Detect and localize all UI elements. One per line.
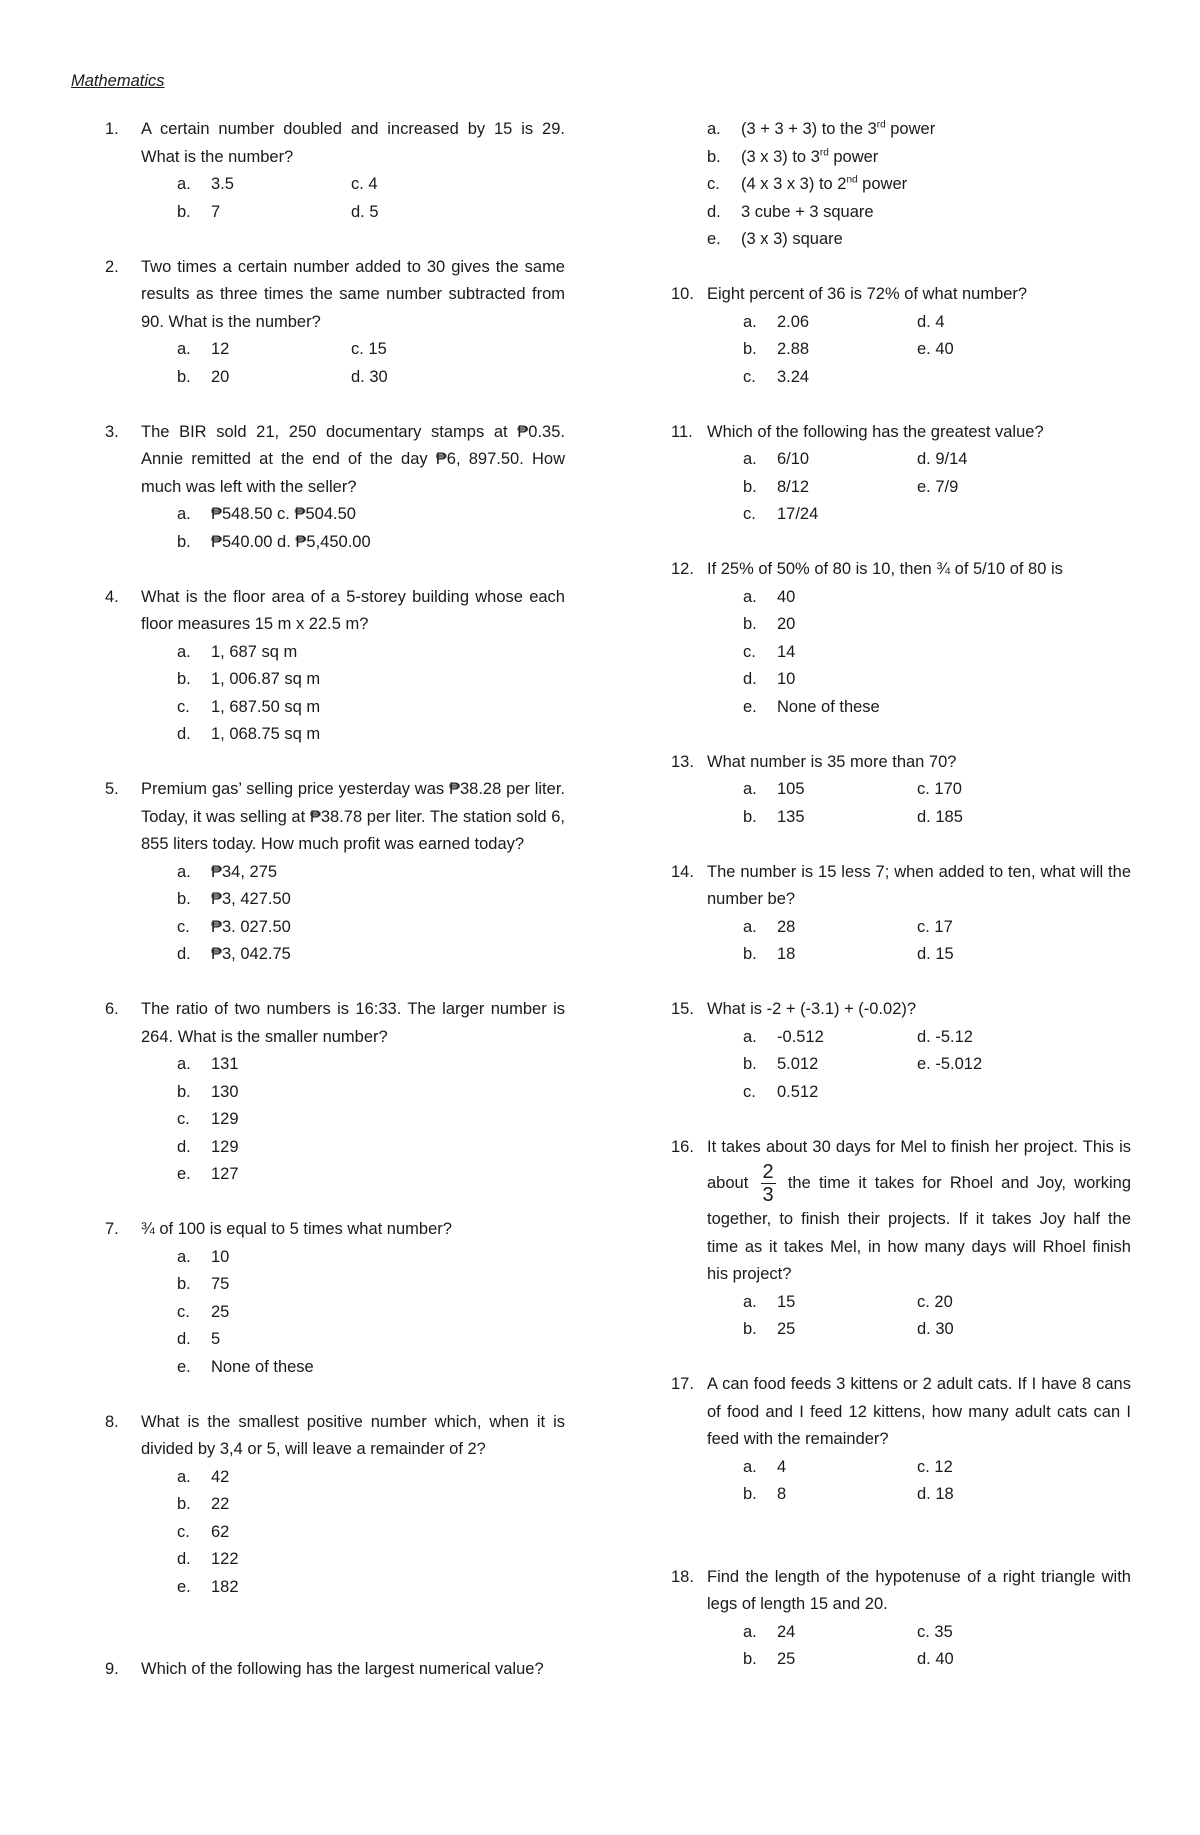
- option-letter: a.: [177, 505, 191, 523]
- option-letter: b.: [177, 1495, 191, 1513]
- answer-option: [177, 1271, 565, 1299]
- option-text: 40: [777, 587, 796, 606]
- option-text: 8: [777, 1485, 787, 1503]
- answer-option: [177, 1134, 565, 1162]
- question-number: 18.: [671, 1567, 694, 1586]
- option-letter: b.: [743, 615, 757, 633]
- option-letter: e.: [177, 1357, 191, 1376]
- answer-option: [743, 364, 1131, 392]
- option-text-second: d. 40: [917, 1650, 954, 1668]
- option-letter: c.: [707, 175, 720, 193]
- answer-options: [743, 1619, 1131, 1674]
- option-letter: d.: [707, 202, 721, 221]
- answer-option: [743, 1481, 1131, 1509]
- answer-option: [177, 1354, 565, 1382]
- question-text: A certain number doubled and increased by 15 is 29. What is the number?: [141, 120, 565, 166]
- answer-option: [743, 804, 1131, 832]
- question-text: The BIR sold 21, 250 documentary stamps at ₱0.35. Annie remitted at the end of the day ₱6, 897.50. How much was left with the seller?: [141, 422, 565, 496]
- answer-option: [743, 501, 1131, 529]
- question-text: Eight percent of 36 is 72% of what number?: [707, 285, 1028, 303]
- answer-option: [743, 309, 1131, 337]
- option-text: 25: [777, 1320, 796, 1338]
- option-text: ₱3, 042.75: [211, 945, 291, 963]
- answer-option: [177, 694, 565, 722]
- option-text: 12: [211, 340, 230, 358]
- option-text: 127: [211, 1165, 239, 1183]
- question-number: 8.: [105, 1412, 119, 1431]
- option-text-second: c. 12: [917, 1457, 953, 1476]
- option-text-second: d. 18: [917, 1485, 954, 1503]
- answer-option: [177, 1326, 565, 1354]
- answer-options: [743, 776, 1131, 831]
- option-text: 25: [777, 1650, 796, 1668]
- question-number: 4.: [105, 587, 119, 606]
- question-number: 16.: [671, 1137, 694, 1156]
- answer-option: [177, 941, 565, 969]
- question-item: [671, 859, 1131, 969]
- option-text: 20: [777, 615, 796, 633]
- option-text: 28: [777, 917, 796, 936]
- option-letter: d.: [177, 945, 191, 963]
- superscript: rd: [876, 119, 886, 131]
- option-text: ₱3, 427.50: [211, 890, 291, 908]
- answer-option: [743, 1289, 1131, 1317]
- answer-option: [177, 1079, 565, 1107]
- answer-options: [177, 1051, 565, 1189]
- option-text: 129: [211, 1110, 239, 1128]
- option-letter: b.: [743, 1485, 757, 1503]
- option-text-second: d. 9/14: [917, 450, 968, 468]
- question-number: 2.: [105, 257, 119, 276]
- answer-option: [743, 694, 1131, 722]
- option-text: 6/10: [777, 450, 810, 468]
- question-text: It takes about 30 days for Mel to finish her project. This is about $\frac{2}{3}$ the time it takes for Rhoel and Joy, working together, to finish their projects. If it takes Joy half the time as it takes Mel, in how many days will Rhoel finish his project?: [707, 1137, 1132, 1283]
- option-text-second: d. 4: [917, 312, 945, 331]
- option-text-second: c. 20: [917, 1292, 953, 1311]
- question-item: [671, 556, 1131, 721]
- option-text: 1, 687 sq m: [211, 642, 298, 661]
- option-text: None of these: [777, 697, 880, 716]
- answer-option: [743, 1646, 1131, 1674]
- answer-option: [707, 199, 1131, 227]
- option-text-second: c. 17: [917, 917, 953, 936]
- option-letter: a.: [177, 862, 191, 881]
- answer-options: [177, 336, 565, 391]
- right-column: [671, 116, 1132, 1701]
- option-text-second: d. -5.12: [917, 1027, 973, 1046]
- answer-options: [177, 859, 565, 969]
- question-item: [671, 281, 1131, 391]
- question-item: [671, 1134, 1131, 1344]
- option-text-second: d. 30: [917, 1320, 954, 1338]
- option-letter: b.: [743, 807, 757, 826]
- question-number: 13.: [671, 752, 694, 771]
- question-item: [671, 749, 1131, 832]
- option-text: 20: [211, 367, 230, 386]
- option-text-second: c. 170: [917, 780, 962, 798]
- answer-option: [743, 776, 1131, 804]
- question-item: [105, 254, 565, 392]
- option-text: 15: [777, 1292, 796, 1311]
- option-text: 3 cube + 3 square: [741, 202, 874, 221]
- question-item: [105, 116, 565, 226]
- answer-option: [177, 859, 565, 887]
- option-text: 10: [211, 1247, 230, 1266]
- question-text: Which of the following has the largest numerical value?: [141, 1660, 544, 1678]
- option-letter: a.: [743, 1622, 757, 1641]
- question-text: Two times a certain number added to 30 gives the same results as three times the same number subtracted from 90. What is the number?: [141, 257, 565, 331]
- option-text: 1, 687.50 sq m: [211, 697, 321, 716]
- question-number: 12.: [671, 560, 694, 578]
- question-text: What is -2 + (-3.1) + (-0.02)?: [707, 1000, 917, 1018]
- answer-option: [743, 584, 1131, 612]
- answer-options: [177, 171, 565, 226]
- option-letter: b.: [177, 367, 191, 386]
- option-text: 130: [211, 1082, 239, 1101]
- option-letter: b.: [743, 945, 757, 963]
- answer-options: [743, 1024, 1131, 1107]
- question-number: 1.: [105, 120, 119, 138]
- answer-options: [743, 584, 1131, 722]
- option-letter: b.: [743, 1055, 757, 1073]
- option-letter: a.: [177, 1467, 191, 1486]
- option-letter: e.: [743, 697, 757, 716]
- answer-options: [177, 501, 565, 556]
- option-text: (3 + 3 + 3) to the 3rd power: [741, 119, 936, 138]
- option-letter: b.: [177, 1082, 191, 1101]
- option-text: ₱548.50 c. ₱504.50: [211, 505, 356, 523]
- answer-option: [177, 364, 565, 392]
- option-letter: a.: [743, 1292, 757, 1311]
- option-letter: b.: [743, 340, 757, 358]
- option-text: 3.5: [211, 175, 234, 193]
- question-item: [105, 776, 565, 969]
- question-number: 10.: [671, 285, 694, 303]
- answer-option: [177, 171, 565, 199]
- option-letter: a.: [743, 780, 757, 798]
- question-number: 7.: [105, 1220, 119, 1238]
- question-text: A can food feeds 3 kittens or 2 adult cats. If I have 8 cans of food and I feed 12 kittens, how many adult cats can I feed with the remainder?: [707, 1375, 1131, 1448]
- option-letter: d.: [743, 670, 757, 688]
- option-letter: c.: [743, 1082, 756, 1101]
- answer-option: [177, 1574, 565, 1602]
- question-item: [105, 419, 565, 557]
- option-text-second: d. 5: [351, 202, 379, 221]
- option-text: 24: [777, 1622, 796, 1641]
- answer-options: [743, 1454, 1131, 1509]
- answer-option: [707, 144, 1131, 172]
- option-letter: b.: [177, 670, 191, 688]
- answer-option: [177, 1546, 565, 1574]
- option-letter: c.: [177, 1110, 190, 1128]
- answer-option: [743, 336, 1131, 364]
- option-text: 10: [777, 670, 796, 688]
- answer-option: [177, 639, 565, 667]
- option-text: 7: [211, 202, 221, 221]
- option-text-second: c. 15: [351, 340, 387, 358]
- question-item: [105, 1656, 565, 1684]
- answer-option: [177, 1051, 565, 1079]
- answer-options: [743, 309, 1131, 392]
- answer-option: [743, 474, 1131, 502]
- option-text: 5: [211, 1330, 221, 1348]
- answer-options: [743, 446, 1131, 529]
- option-letter: d.: [177, 1330, 191, 1348]
- option-letter: a.: [177, 340, 191, 358]
- option-letter: c.: [177, 1522, 190, 1541]
- answer-option: [743, 446, 1131, 474]
- question-number: 3.: [105, 422, 119, 441]
- answer-option: [177, 666, 565, 694]
- option-text: 62: [211, 1522, 230, 1541]
- answer-option: [177, 501, 565, 529]
- option-text: 135: [777, 807, 805, 826]
- question-item: [671, 419, 1131, 529]
- option-text: None of these: [211, 1357, 314, 1376]
- answer-option: [177, 1491, 565, 1519]
- option-text: 8/12: [777, 477, 810, 496]
- answer-option: [177, 886, 565, 914]
- fraction: [761, 1161, 776, 1206]
- answer-option: [177, 721, 565, 749]
- answer-option: [177, 336, 565, 364]
- answer-option: [707, 171, 1131, 199]
- answer-option: [743, 1079, 1131, 1107]
- answer-option: [707, 116, 1131, 144]
- option-letter: e.: [177, 1165, 191, 1183]
- option-letter: b.: [743, 1650, 757, 1668]
- option-letter: a.: [743, 917, 757, 936]
- answer-option: [743, 1316, 1131, 1344]
- option-text: 182: [211, 1577, 239, 1596]
- page-title: Mathematics: [71, 72, 165, 90]
- question-item: [105, 584, 565, 749]
- option-letter: d.: [177, 725, 191, 743]
- option-text: 2.88: [777, 340, 810, 358]
- option-letter: c.: [177, 917, 190, 936]
- question-text: Premium gas’ selling price yesterday was ₱38.28 per liter. Today, it was selling at ₱38.78 per liter. The station sold 6, 855 liters today. How much profit was earned today?: [141, 780, 565, 853]
- option-text-second: c. 35: [917, 1622, 953, 1641]
- answer-option: [743, 1051, 1131, 1079]
- option-letter: d.: [177, 1137, 191, 1156]
- question-text: Find the length of the hypotenuse of a right triangle with legs of length 15 and 20.: [707, 1567, 1131, 1613]
- answer-option: [177, 1299, 565, 1327]
- question-text: The number is 15 less 7; when added to ten, what will the number be?: [707, 862, 1131, 908]
- answer-option: [743, 941, 1131, 969]
- option-text-second: e. 40: [917, 340, 954, 358]
- question-item: [671, 1371, 1131, 1509]
- answer-option: [707, 226, 1131, 254]
- fraction-numerator: 2: [762, 1161, 774, 1183]
- option-letter: a.: [177, 1247, 191, 1266]
- option-letter: a.: [743, 587, 757, 606]
- option-text: -0.512: [777, 1027, 824, 1046]
- answer-option: [743, 611, 1131, 639]
- answer-option: [177, 1464, 565, 1492]
- option-text: 22: [211, 1495, 230, 1513]
- option-letter: a.: [707, 120, 721, 138]
- superscript: nd: [846, 174, 858, 186]
- option-text-second: e. -5.012: [917, 1055, 983, 1073]
- answer-option: [177, 1106, 565, 1134]
- answer-options: [743, 1289, 1131, 1344]
- question-number: 9.: [105, 1660, 119, 1678]
- option-letter: e.: [707, 230, 721, 248]
- answer-option: [743, 666, 1131, 694]
- question-text: What is the floor area of a 5-storey building whose each floor measures 15 m x 22.5 m?: [141, 587, 565, 633]
- option-text: 105: [777, 780, 805, 798]
- answer-options: [177, 1244, 565, 1382]
- option-letter: c.: [177, 1302, 190, 1321]
- answer-option: [177, 1519, 565, 1547]
- answer-option: [743, 1454, 1131, 1482]
- left-column: [105, 116, 565, 1711]
- option-text: 0.512: [777, 1082, 819, 1101]
- option-letter: d.: [177, 1550, 191, 1568]
- answer-option: [177, 1161, 565, 1189]
- option-letter: a.: [177, 1055, 191, 1073]
- option-letter: c.: [743, 367, 756, 386]
- option-text: 75: [211, 1275, 230, 1293]
- option-letter: b.: [707, 147, 721, 166]
- question-text: What number is 35 more than 70?: [707, 752, 957, 771]
- question-text: If 25% of 50% of 80 is 10, then ¾ of 5/10 of 80 is: [707, 560, 1063, 578]
- question-number: 11.: [671, 422, 693, 441]
- option-text: ₱540.00 d. ₱5,450.00: [211, 532, 371, 551]
- question-item: [671, 1564, 1131, 1674]
- superscript: rd: [819, 147, 829, 158]
- option-letter: a.: [743, 1027, 757, 1046]
- option-letter: e.: [177, 1577, 191, 1596]
- question-number: 14.: [671, 862, 694, 881]
- fraction-denominator: 3: [762, 1184, 774, 1206]
- option-text: (3 x 3) square: [741, 230, 843, 248]
- option-text-second: e. 7/9: [917, 477, 959, 496]
- option-letter: a.: [177, 642, 191, 661]
- option-text-second: c. 4: [351, 175, 378, 193]
- option-text: 122: [211, 1550, 239, 1568]
- option-letter: a.: [743, 312, 757, 331]
- answer-options: [177, 639, 565, 749]
- option-letter: a.: [177, 175, 191, 193]
- answer-option: [743, 914, 1131, 942]
- option-text: 5.012: [777, 1055, 819, 1073]
- question-9-options: [707, 116, 1131, 254]
- question-text: ¾ of 100 is equal to 5 times what number?: [141, 1220, 452, 1238]
- option-text: ₱3. 027.50: [211, 917, 291, 936]
- option-text: 3.24: [777, 367, 810, 386]
- question-item: [671, 996, 1131, 1106]
- answer-options: [743, 914, 1131, 969]
- option-text-second: d. 30: [351, 367, 388, 386]
- option-letter: b.: [177, 1275, 191, 1293]
- option-text: 129: [211, 1137, 239, 1156]
- option-letter: c.: [177, 697, 190, 716]
- question-item: [105, 1216, 565, 1381]
- answer-option: [743, 1024, 1131, 1052]
- option-text-second: d. 185: [917, 807, 963, 826]
- option-letter: b.: [177, 202, 191, 221]
- option-letter: b.: [177, 890, 191, 908]
- answer-option: [743, 1619, 1131, 1647]
- option-letter: a.: [743, 1457, 757, 1476]
- question-number: 15.: [671, 1000, 694, 1018]
- answer-option: [177, 199, 565, 227]
- option-text: 1, 068.75 sq m: [211, 725, 321, 743]
- question-number: 6.: [105, 1000, 119, 1018]
- option-text: 25: [211, 1302, 230, 1321]
- option-text: 2.06: [777, 312, 810, 331]
- option-text: 42: [211, 1467, 230, 1486]
- question-text: What is the smallest positive number which, when it is divided by 3,4 or 5, will leave a remainder of 2?: [141, 1412, 565, 1458]
- question-text: The ratio of two numbers is 16:33. The larger number is 264. What is the smaller number?: [141, 1000, 565, 1046]
- option-text: (3 x 3) to 3rd power: [741, 147, 879, 166]
- option-letter: b.: [743, 477, 757, 496]
- option-text: (4 x 3 x 3) to 2nd power: [741, 174, 908, 193]
- answer-option: [743, 639, 1131, 667]
- answer-option: [177, 914, 565, 942]
- question-text: Which of the following has the greatest value?: [707, 422, 1044, 441]
- option-letter: c.: [743, 642, 756, 661]
- answer-options: [177, 1464, 565, 1602]
- option-text: 131: [211, 1055, 239, 1073]
- option-text: 1, 006.87 sq m: [211, 670, 321, 688]
- option-letter: c.: [743, 505, 756, 523]
- option-text: 17/24: [777, 505, 819, 523]
- option-text: 14: [777, 642, 796, 661]
- option-letter: a.: [743, 450, 757, 468]
- question-number: 5.: [105, 780, 119, 798]
- option-text: 4: [777, 1457, 787, 1476]
- question-item: [105, 996, 565, 1189]
- question-item: [105, 1409, 565, 1602]
- question-number: 17.: [671, 1375, 694, 1393]
- option-text: ₱34, 275: [211, 862, 278, 881]
- option-text-second: d. 15: [917, 945, 954, 963]
- answer-option: [177, 529, 565, 557]
- option-text: 18: [777, 945, 796, 963]
- answer-option: [177, 1244, 565, 1272]
- option-letter: b.: [743, 1320, 757, 1338]
- option-letter: b.: [177, 532, 191, 551]
